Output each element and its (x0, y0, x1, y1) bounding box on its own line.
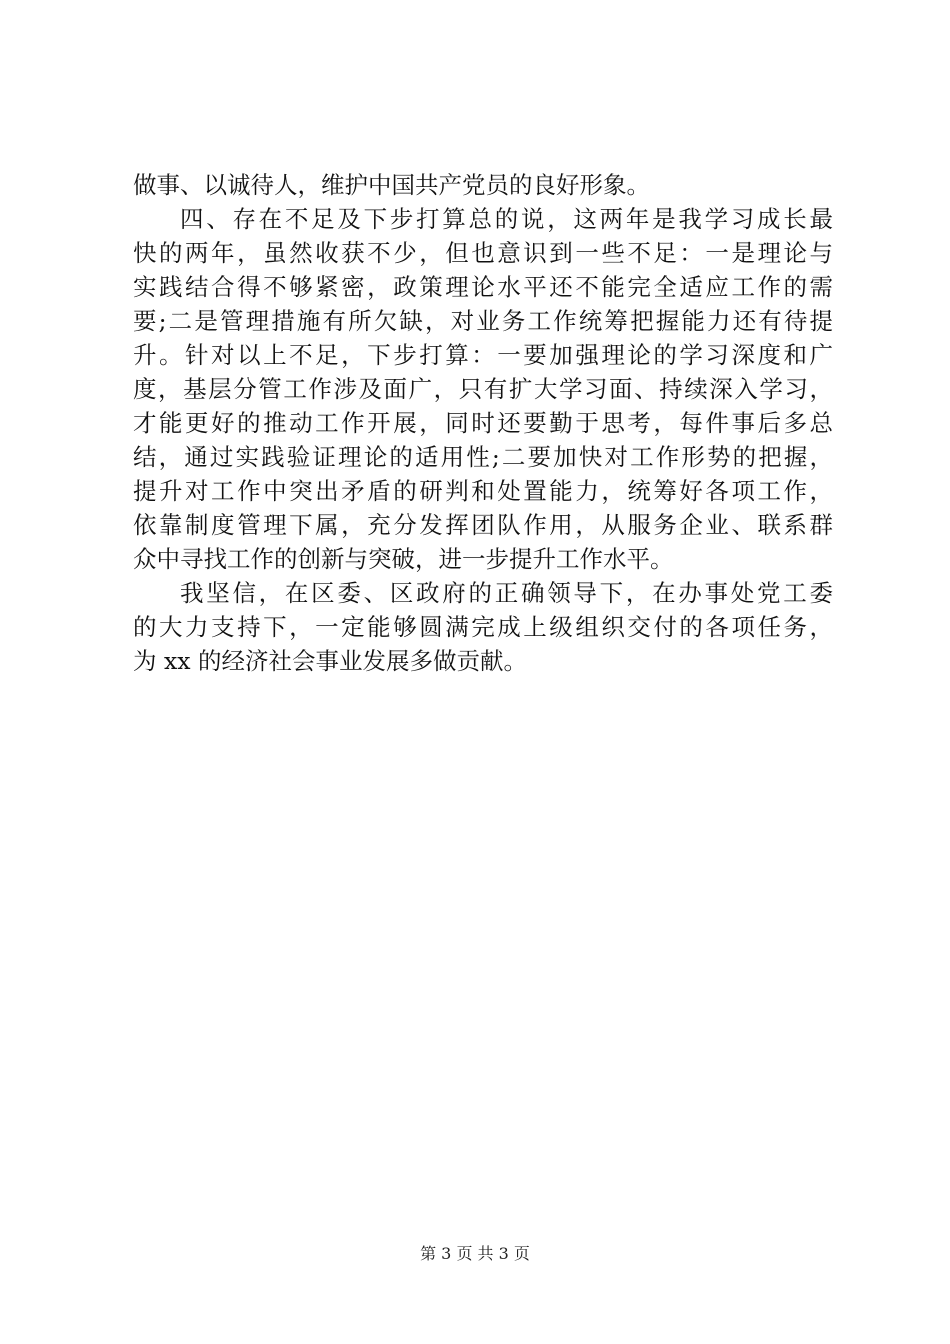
text-line: 结，通过实践验证理论的适用性;二要加快对工作形势的把握， (133, 443, 833, 471)
text-line: 快的两年，虽然收获不少，但也意识到一些不足：一是理论与 (133, 239, 833, 267)
text-line: 要;二是管理措施有所欠缺，对业务工作统筹把握能力还有待提 (133, 307, 833, 335)
text-line: 的大力支持下，一定能够圆满完成上级组织交付的各项任务， (133, 613, 833, 641)
page-number-footer: 第 3 页 共 3 页 (420, 1244, 530, 1263)
text-line: 四、存在不足及下步打算总的说，这两年是我学习成长最 (180, 205, 833, 233)
text-line: 我坚信，在区委、区政府的正确领导下，在办事处党工委 (180, 579, 833, 607)
text-line: 众中寻找工作的创新与突破，进一步提升工作水平。 (133, 545, 674, 573)
text-line: 升。针对以上不足，下步打算：一要加强理论的学习深度和广 (133, 341, 833, 369)
paragraph-shortcomings-and-plans (133, 202, 833, 576)
text-line: 依靠制度管理下属，充分发挥团队作用，从服务企业、联系群 (133, 511, 833, 539)
text-line: 实践结合得不够紧密，政策理论水平还不能完全适应工作的需 (133, 273, 833, 301)
text-line: 才能更好的推动工作开展，同时还要勤于思考，每件事后多总 (133, 409, 833, 437)
text-line: 度，基层分管工作涉及面广，只有扩大学习面、持续深入学习， (133, 375, 833, 403)
document-body (133, 168, 833, 678)
paragraph-continuation (133, 168, 833, 202)
paragraph-conclusion (133, 576, 833, 678)
text-line: 做事、以诚待人，维护中国共产党员的良好形象。 (133, 171, 650, 199)
text-line: 提升对工作中突出矛盾的研判和处置能力，统筹好各项工作， (133, 477, 833, 505)
text-line: 为 xx 的经济社会事业发展多做贡献。 (133, 647, 527, 675)
